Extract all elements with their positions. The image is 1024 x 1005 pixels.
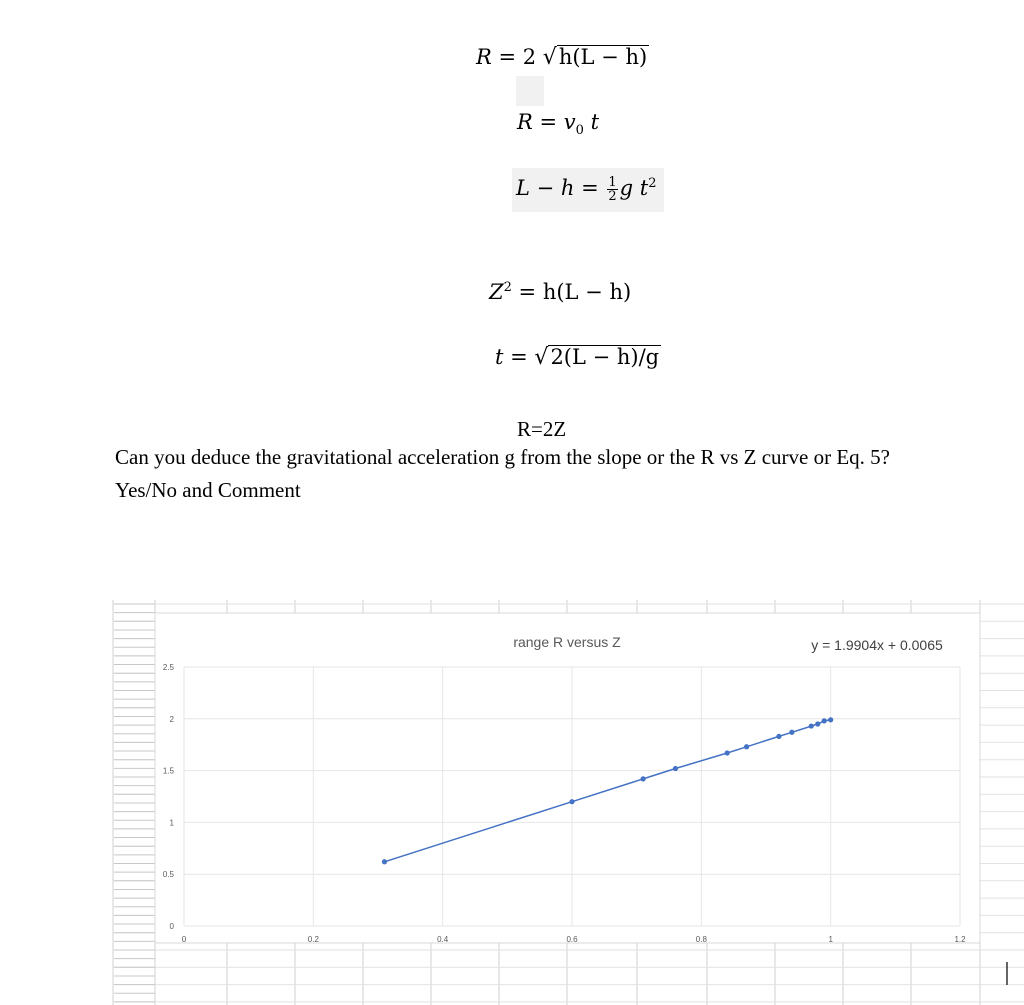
eq5-rel: = bbox=[503, 345, 535, 369]
eq4-sup: 2 bbox=[503, 280, 512, 295]
eq2-rhs: v bbox=[563, 110, 576, 134]
eq4-lhs: Z bbox=[489, 280, 504, 304]
eq3-lhs: L − h bbox=[516, 176, 575, 200]
equation-range-sqrt: R = 2 √h(L − h) bbox=[476, 45, 648, 70]
y-tick-label: 1 bbox=[169, 818, 174, 828]
eq3-rhs: g t bbox=[619, 176, 649, 200]
chart-title: range R versus Z bbox=[513, 634, 621, 650]
y-tick-label: 0 bbox=[169, 922, 174, 931]
data-point[interactable] bbox=[828, 717, 833, 722]
eq4-rel: = bbox=[511, 280, 543, 304]
eq1-rel: = 2 bbox=[491, 45, 543, 69]
y-tick-label: 0.5 bbox=[162, 870, 174, 880]
y-tick-label: 2 bbox=[169, 714, 174, 724]
data-point[interactable] bbox=[641, 776, 646, 781]
eq1-radicand: h(L − h) bbox=[558, 45, 648, 69]
eq5-lhs: t bbox=[495, 345, 504, 369]
eq2-rel: = bbox=[532, 110, 564, 134]
data-point[interactable] bbox=[725, 750, 730, 755]
equation-z-squared bbox=[489, 281, 631, 303]
x-tick-label: 1.2 bbox=[954, 935, 966, 944]
faint-box bbox=[516, 76, 544, 106]
data-point[interactable] bbox=[776, 734, 781, 739]
y-tick-label: 2.5 bbox=[162, 663, 174, 672]
eq1-lhs: R bbox=[476, 45, 492, 69]
x-tick-label: 0 bbox=[181, 935, 187, 944]
eq4-rhs: h(L − h) bbox=[542, 280, 632, 304]
prompt-text: Yes/No and Comment bbox=[115, 478, 301, 502]
chart-area[interactable] bbox=[155, 613, 980, 943]
eq3-den: 2 bbox=[608, 189, 617, 204]
eq2-tail: t bbox=[583, 110, 600, 134]
data-point[interactable] bbox=[789, 730, 794, 735]
data-point[interactable] bbox=[822, 718, 827, 723]
eq3-num: 1 bbox=[608, 175, 617, 190]
data-point[interactable] bbox=[809, 723, 814, 728]
x-tick-label: 0.4 bbox=[437, 935, 449, 944]
x-tick-label: 0.8 bbox=[695, 935, 707, 944]
data-point[interactable] bbox=[569, 799, 574, 804]
equation-time: t = √2(L − h)/g bbox=[495, 345, 660, 370]
eq3-sup: 2 bbox=[648, 176, 657, 191]
trendline-label: y = 1.9904x + 0.0065 bbox=[811, 637, 943, 653]
x-tick-label: 1 bbox=[828, 935, 833, 944]
eq2-sub: 0 bbox=[575, 123, 584, 139]
spreadsheet-chart bbox=[0, 590, 1024, 1005]
eq3-fraction bbox=[607, 176, 617, 203]
data-point[interactable] bbox=[744, 744, 749, 749]
data-point[interactable] bbox=[382, 859, 387, 864]
equation-fall-distance bbox=[516, 176, 657, 203]
x-tick-label: 0.6 bbox=[566, 935, 578, 944]
equation-range-velocity bbox=[517, 112, 599, 137]
eq5-radicand: 2(L − h)/g bbox=[550, 345, 660, 369]
eq2-lhs: R bbox=[517, 110, 533, 134]
y-tick-label: 1.5 bbox=[162, 766, 174, 776]
relation-text: R=2Z bbox=[517, 417, 567, 441]
x-tick-label: 0.2 bbox=[307, 935, 319, 944]
data-point[interactable] bbox=[673, 766, 678, 771]
data-point[interactable] bbox=[815, 721, 820, 726]
eq3-rel: = bbox=[574, 176, 606, 200]
question-text: Can you deduce the gravitational acceleration g from the slope or the R vs Z curve or Eq. 5? bbox=[115, 445, 890, 469]
